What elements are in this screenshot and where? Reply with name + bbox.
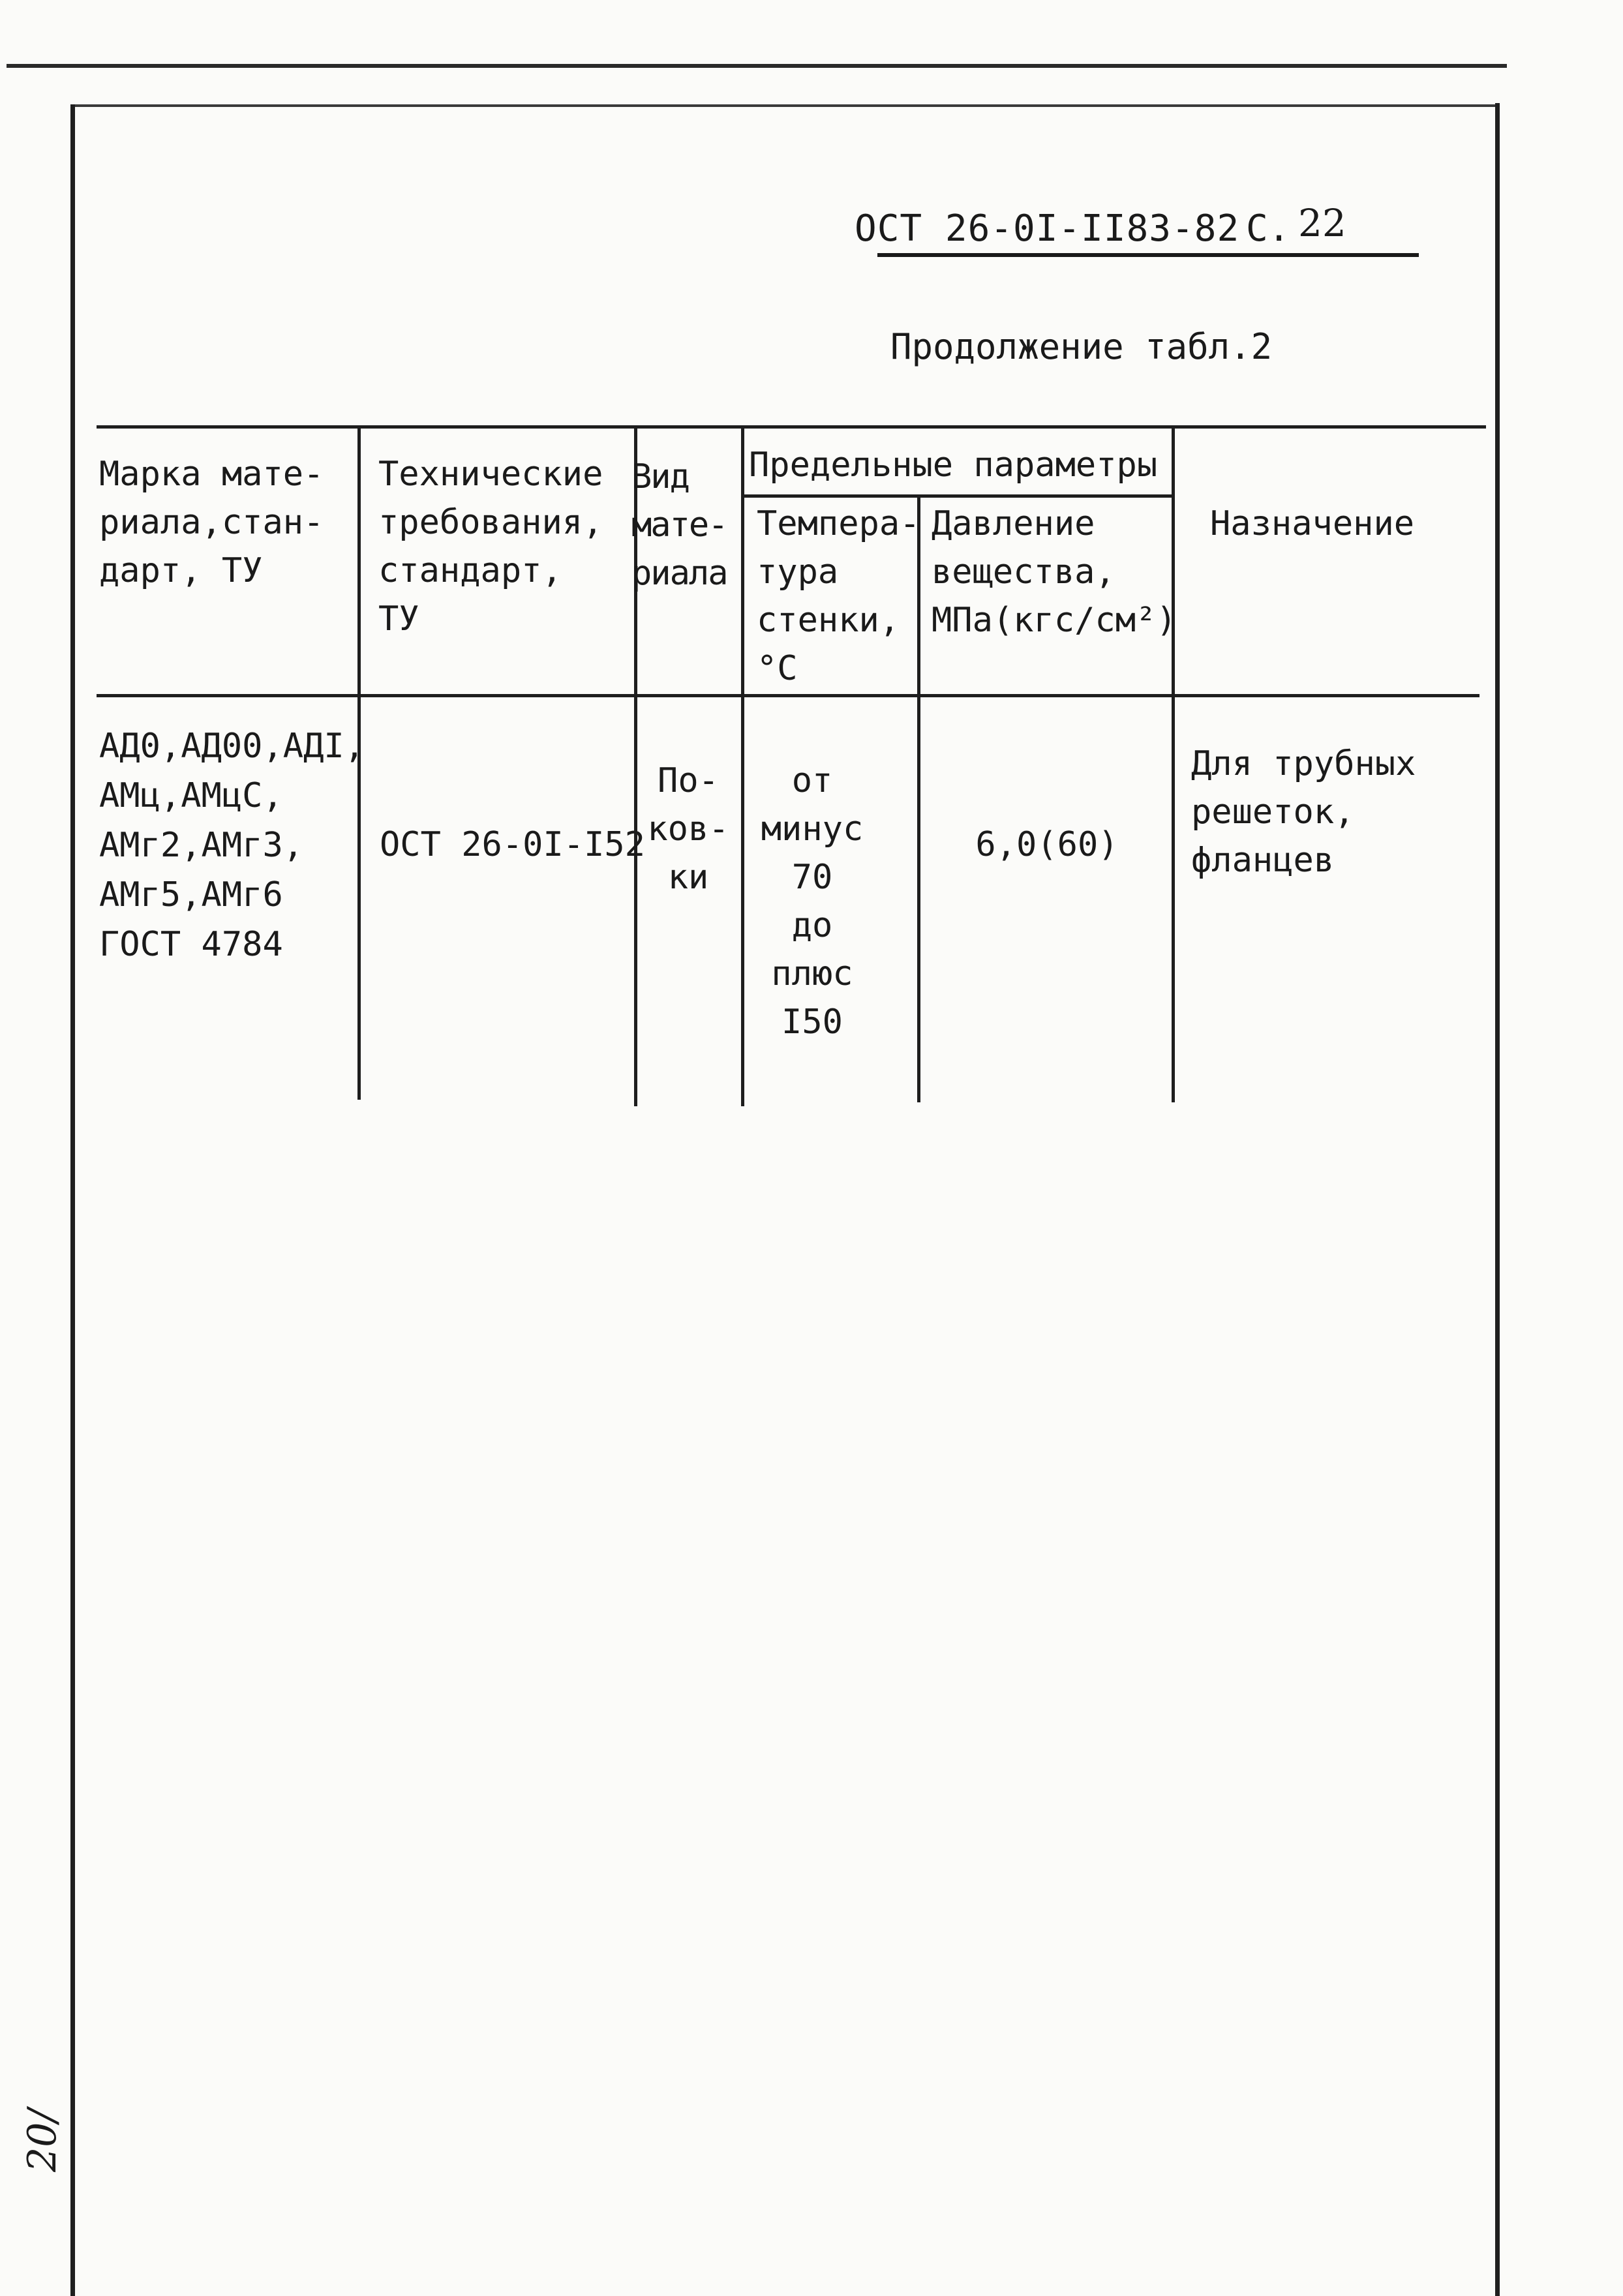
header-material: Марка мате- риала,стан- дарт, ТУ — [99, 455, 324, 590]
header-pressure: Давление вещества, МПа(кгс/см²) — [932, 504, 1177, 640]
inner-frame-top — [70, 104, 1499, 107]
header-material-kind: Вид мате- риала — [631, 457, 727, 593]
header-tech-requirements: Технические требования, стандарт, ТУ — [378, 455, 603, 639]
row-tech-requirements: ОСТ 26-0I-I52 — [380, 825, 645, 864]
margin-handwritten-note: 20/ — [20, 2109, 65, 2172]
page-number: 22 — [1298, 201, 1346, 245]
header-bottom-line — [97, 694, 1479, 697]
limits-divider-line — [741, 494, 1172, 498]
header-underline — [877, 253, 1419, 257]
header-purpose: Назначение — [1210, 504, 1415, 543]
header-limit-parameters: Предельные параметры — [749, 446, 1158, 485]
page-frame-top — [7, 64, 1507, 68]
page-frame-right — [1495, 103, 1500, 2296]
document-code: ОСТ 26-0I-II83-82 — [855, 207, 1240, 250]
header-wall-temperature: Темпера- тура стенки, °С — [757, 504, 920, 688]
col-divider-3 — [741, 428, 744, 1106]
row-wall-temperature: от минус 70 до плюс I50 — [761, 761, 864, 1042]
table-caption: Продолжение табл.2 — [890, 326, 1273, 367]
row-material-kind: По- ков- ки — [647, 761, 729, 897]
row-pressure: 6,0(60) — [975, 825, 1119, 864]
page-label: С. — [1246, 207, 1290, 250]
row-material: АД0,АД00,АДI, АМц,АМцС, АМг2,АМг3, АМг5,АМг6 ГОСТ 4784 — [99, 727, 365, 964]
row-purpose: Для трубных решеток, фланцев — [1191, 744, 1416, 880]
page-frame-left — [70, 104, 75, 2296]
table-top-line — [97, 425, 1486, 429]
